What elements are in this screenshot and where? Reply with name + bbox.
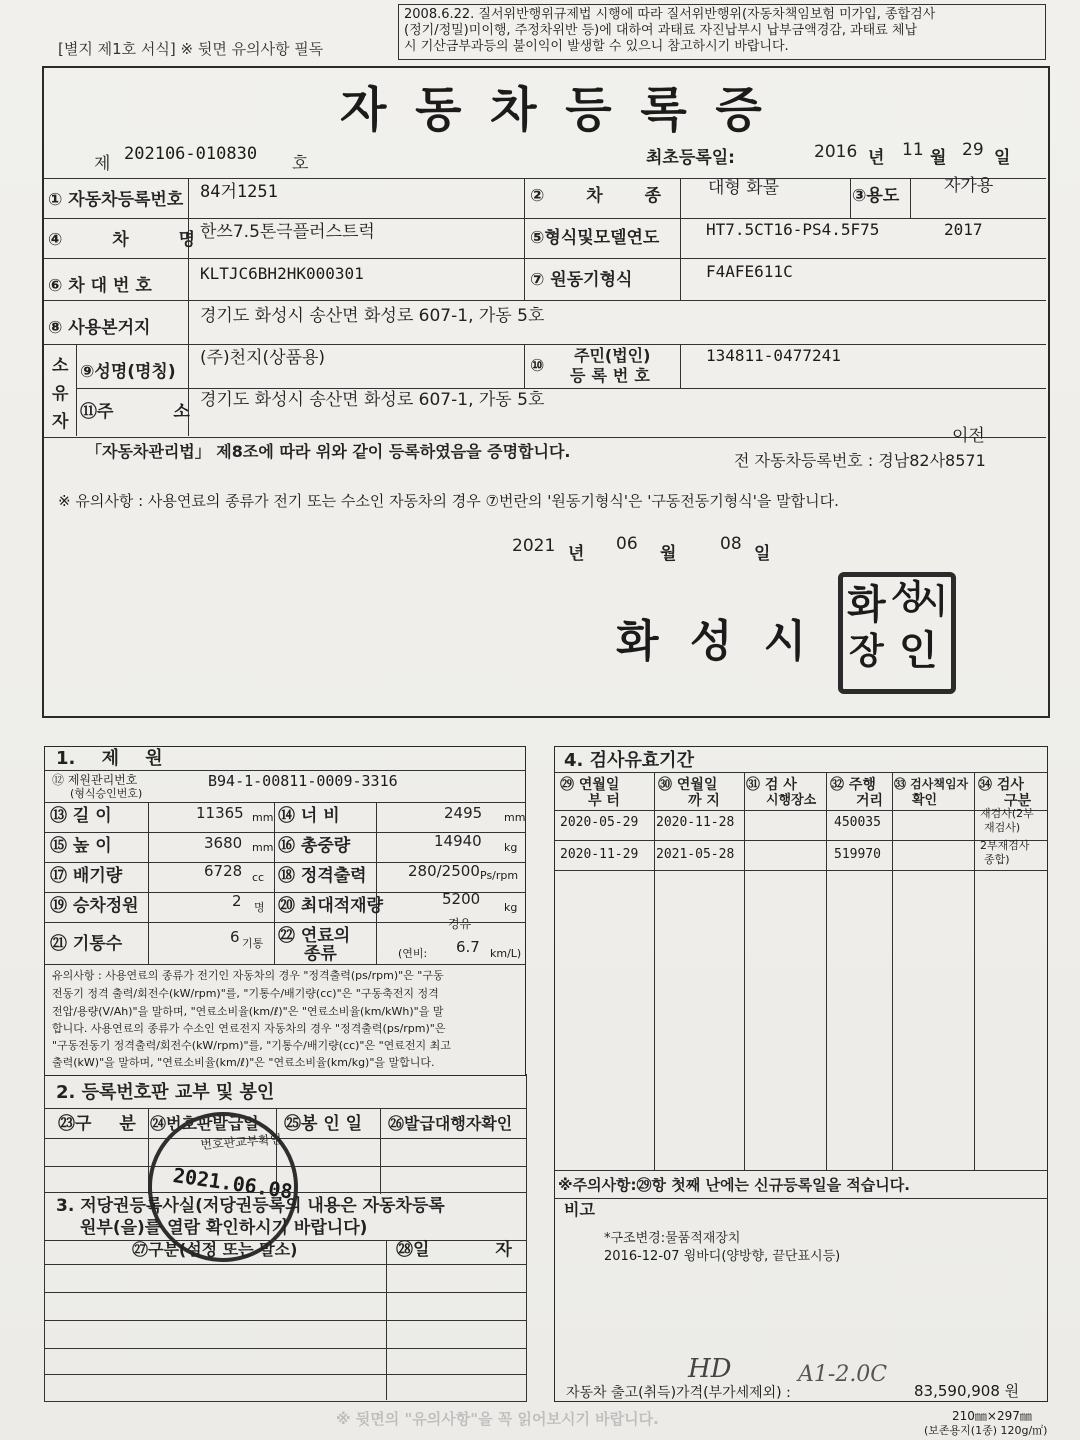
insp-row-1-from: 2020-05-29 bbox=[560, 815, 639, 830]
corp-number-label-1: 주민(법인) bbox=[574, 346, 651, 365]
plate-col-category: ㉓구 분 bbox=[58, 1114, 136, 1134]
official-seal bbox=[838, 572, 956, 694]
insp-col-km-1: ㉜ 주행 bbox=[830, 777, 876, 793]
previous-reg-number: 전 자동차등록번호 : 경남82사8571 bbox=[734, 451, 986, 470]
spec-power-unit: Ps/rpm bbox=[480, 869, 519, 882]
seal-char: 인 bbox=[899, 627, 938, 674]
chassis-label: ⑥ 차 대 번 호 bbox=[48, 276, 152, 296]
spec-fuel-eff-unit: km/L) bbox=[490, 947, 522, 960]
insp-row-2-type-1: 2부재검사 bbox=[980, 839, 1030, 852]
spec-note-line: "구동전동기 정격출력/회전수(kW/rpm)"를, "기통수/배기량(cc)"은 "연료전지 최고 bbox=[52, 1039, 451, 1052]
corp-number-circle: ⑩ bbox=[530, 356, 545, 376]
issue-month: 06 bbox=[616, 534, 638, 554]
base-location-value: 경기도 화성시 송산면 화성로 607-1, 가동 5호 bbox=[200, 306, 545, 326]
notice-line-3: 시 기산금부과등의 불이익이 발생할 수 있으니 참고하시기 바랍니다. bbox=[404, 39, 789, 54]
vehicle-name-value: 한쓰7.5톤극플러스트럭 bbox=[200, 222, 375, 242]
spec-height-unit: mm bbox=[252, 841, 274, 854]
insp-row-1-km: 450035 bbox=[834, 815, 881, 830]
price-value: 83,590,908 원 bbox=[914, 1382, 1020, 1400]
spec-note-line: 전압/용량(V/Ah)"을 말하며, "연료소비율(km/ℓ)"은 "연료소비율(km/kWh)"을 말 bbox=[52, 1005, 444, 1018]
registration-table bbox=[44, 178, 1046, 438]
insp-col-from-2: 부 터 bbox=[588, 793, 620, 809]
spec-width-value: 2495 bbox=[444, 804, 483, 822]
owner-label: 소유자 bbox=[52, 356, 69, 432]
insp-col-to-1: ㉚ 연월일 bbox=[658, 777, 718, 793]
first-reg-month-unit: 월 bbox=[930, 148, 947, 168]
insp-col-place-1: ㉛ 검 사 bbox=[746, 777, 797, 793]
insp-col-confirm-2: 확인 bbox=[912, 793, 938, 808]
spec-power-value: 280/2500 bbox=[408, 862, 480, 880]
spec-mgmt-label-1: ⑫ 제원관리번호 bbox=[52, 773, 138, 787]
insp-col-km-2: 거리 bbox=[856, 793, 884, 809]
issue-year: 2021 bbox=[512, 536, 556, 556]
model-year-value: 2017 bbox=[944, 220, 983, 239]
cert-number: 202106-010830 bbox=[124, 144, 258, 164]
remarks-line-1: *구조변경:물품적재장치 bbox=[604, 1231, 741, 1246]
seal-char: 성 bbox=[891, 578, 924, 618]
mortgage-col-date: ㉘일 자 bbox=[396, 1240, 512, 1260]
insp-col-confirm-1: ㉝ 검사책임자 bbox=[894, 777, 969, 791]
spec-max-load-label: ⑳ 최대적재량 bbox=[278, 896, 384, 916]
cert-prefix: 제 bbox=[94, 154, 111, 174]
handwritten-note-left: HD bbox=[688, 1354, 732, 1384]
insp-col-type-2: 구분 bbox=[1004, 793, 1032, 809]
corp-number-value: 134811-0477241 bbox=[706, 346, 841, 365]
footer-note: ※ 뒷면의 "유의사항"을 꼭 읽어보시기 바랍니다. bbox=[336, 1410, 659, 1428]
spec-length-unit: mm bbox=[252, 811, 274, 824]
plate-heading: 2. 등록번호판 교부 및 봉인 bbox=[56, 1082, 275, 1103]
spec-gross-weight-unit: kg bbox=[504, 841, 518, 854]
spec-mgmt-label-2: (형식승인번호) bbox=[70, 787, 143, 800]
footer-size: 210㎜×297㎜ bbox=[952, 1409, 1032, 1423]
caution-text: ※ 유의사항 : 사용연료의 종류가 전기 또는 수소인 자동차의 경우 ⑦번란의 '원동기형식'은 '구동전동기형식'을 말합니다. bbox=[58, 492, 839, 510]
first-reg-month: 11 bbox=[902, 140, 924, 160]
notice-line-2: (정기/정밀)미이행, 주정차위반 등)에 대하여 과태료 자진납부시 납부금액경감, 과태료 체납 bbox=[404, 23, 918, 38]
spec-seating-label: ⑲ 승차정원 bbox=[50, 896, 139, 916]
spec-displacement-unit: cc bbox=[252, 871, 265, 884]
spec-cylinders-label: ㉑ 기통수 bbox=[50, 934, 123, 954]
spec-max-load-value: 5200 bbox=[442, 890, 481, 908]
mortgage-col-type: ㉗구분(설정 또는 말소) bbox=[132, 1240, 298, 1259]
price-label: 자동차 출고(취득)가격(부가세제외) : bbox=[566, 1385, 791, 1401]
form-label: [별지 제1호 서식] ※ 뒷면 유의사항 필독 bbox=[58, 40, 324, 58]
seal-char: 장 bbox=[849, 630, 884, 672]
insp-col-to-2: 까 지 bbox=[688, 793, 720, 809]
plate-stamp-date: 2021.06.08 bbox=[171, 1163, 295, 1204]
insp-row-2-type-2: 종합) bbox=[984, 853, 1010, 866]
spec-displacement-value: 6728 bbox=[204, 862, 243, 880]
engine-type-label: ⑦ 원동기형식 bbox=[530, 270, 633, 290]
remarks-label: 비고 bbox=[564, 1200, 595, 1219]
first-reg-year: 2016 bbox=[814, 142, 858, 162]
plate-col-agent: ㉖발급대행자확인 bbox=[388, 1114, 513, 1133]
spec-note-line: 전동기 정격 출력/회전수(kW/rpm)"를, "기통수/배기량(cc)"은 "구동축전지 정격 bbox=[52, 987, 439, 1000]
seal-char: 시 bbox=[915, 582, 948, 622]
owner-name-value: (주)천지(상품용) bbox=[200, 348, 326, 368]
insp-row-1-to: 2020-11-28 bbox=[656, 815, 735, 830]
corp-number-label-2: 등록번호 bbox=[570, 366, 656, 385]
spec-note-line: 합니다. 사용연료의 종류가 수소인 연료전지 자동차의 경우 "정격출력(ps/rpm)"은 bbox=[52, 1022, 446, 1035]
base-location-label: ⑧ 사용본거지 bbox=[48, 318, 151, 338]
plate-col-issue-date: ㉔번호판발급일 bbox=[150, 1114, 259, 1133]
use-value: 자가용 bbox=[944, 176, 994, 196]
spec-length-label: ⑬ 길 이 bbox=[50, 806, 112, 826]
vehicle-name-label: ④ 차 명 bbox=[48, 230, 196, 250]
spec-displacement-label: ⑰ 배기량 bbox=[50, 866, 123, 886]
spec-seating-unit: 명 bbox=[254, 901, 265, 914]
vehicle-type-value: 대형 화물 bbox=[708, 178, 780, 198]
issuer-name: 화 성 시 bbox=[616, 616, 815, 667]
issue-year-unit: 년 bbox=[568, 544, 585, 564]
spec-width-unit: mm bbox=[504, 811, 526, 824]
spec-length-value: 11365 bbox=[196, 804, 244, 822]
insp-row-1-type-2: 재검사) bbox=[984, 821, 1021, 834]
seal-char: 화 bbox=[847, 581, 886, 628]
model-year-label: ⑤형식및모델연도 bbox=[530, 228, 660, 248]
spec-max-load-unit: kg bbox=[504, 901, 518, 914]
remarks-line-2: 2016-12-07 윙바디(양방향, 끝단표시등) bbox=[604, 1249, 841, 1264]
insp-row-1-type-1: 재검사(2부 bbox=[980, 807, 1034, 820]
insp-row-2-from: 2020-11-29 bbox=[560, 847, 639, 862]
insp-row-2-km: 519970 bbox=[834, 847, 881, 862]
insp-row-2-to: 2021-05-28 bbox=[656, 847, 735, 862]
engine-type-value: F4AFE611C bbox=[706, 262, 793, 281]
owner-address-value: 경기도 화성시 송산면 화성로 607-1, 가동 5호 bbox=[200, 390, 545, 410]
specs-heading: 1. 제 원 bbox=[56, 748, 163, 769]
owner-name-label: ⑨성명(명칭) bbox=[80, 362, 176, 382]
mortgage-heading-2: 원부(을)를 열람 확인하시기 바랍니다) bbox=[80, 1218, 368, 1238]
spec-fuel-label-1: ㉒ 연료의 bbox=[278, 926, 351, 946]
cert-suffix: 호 bbox=[292, 154, 309, 174]
spec-fuel-eff-value: 6.7 bbox=[456, 938, 480, 956]
notice-line-1: 2008.6.22. 질서위반행위규제법 시행에 따라 질서위반행위(자동차책임보험 미가입, 종합검사 bbox=[404, 7, 936, 22]
issue-month-unit: 월 bbox=[660, 544, 677, 564]
footer-paper: (보존용지(1종) 120g/㎡) bbox=[924, 1424, 1048, 1437]
spec-fuel-label-2: 종류 bbox=[304, 944, 337, 964]
transfer-note: 이전 bbox=[952, 426, 985, 446]
model-value: HT7.5CT16-PS4.5F75 bbox=[706, 220, 880, 239]
plate-stamp-text: 번호판교부확인 bbox=[200, 1132, 282, 1152]
spec-width-label: ⑭ 너 비 bbox=[278, 806, 340, 826]
mortgage-heading-1: 3. 저당권등록사실(저당권등록의 내용은 자동차등록 bbox=[56, 1196, 445, 1216]
owner-address-label: ⑪주 소 bbox=[80, 402, 190, 422]
spec-cylinders-unit: 기통 bbox=[242, 937, 264, 950]
issue-day: 08 bbox=[720, 534, 742, 554]
first-reg-day-unit: 일 bbox=[994, 148, 1011, 168]
spec-height-label: ⑮ 높 이 bbox=[50, 836, 112, 856]
first-reg-label: 최초등록일: bbox=[646, 148, 735, 168]
handwritten-note-right: A1-2.0C bbox=[798, 1362, 888, 1387]
spec-height-value: 3680 bbox=[204, 834, 243, 852]
use-label: ③용도 bbox=[852, 186, 900, 206]
spec-seating-value: 2 bbox=[232, 892, 242, 910]
insp-col-from-1: ㉙ 연월일 bbox=[560, 777, 620, 793]
inspection-attention: ※주의사항:㉙항 첫째 난에는 신규등록일을 적습니다. bbox=[558, 1176, 910, 1194]
spec-cylinders-value: 6 bbox=[230, 928, 240, 946]
spec-note-line: 유의사항 : 사용연료의 종류가 전기인 자동차의 경우 "정격출력(ps/rpm)"은 "구동 bbox=[52, 969, 444, 982]
spec-fuel-eff-label: (연비: bbox=[398, 947, 428, 960]
first-reg-day: 29 bbox=[962, 140, 984, 160]
certify-statement: 「자동차관리법」 제8조에 따라 위와 같이 등록하였음을 증명합니다. bbox=[86, 442, 571, 461]
insp-col-type-1: ㉞ 검사 bbox=[978, 777, 1024, 793]
first-reg-year-unit: 년 bbox=[868, 148, 885, 168]
chassis-value: KLTJC6BH2HK000301 bbox=[200, 264, 364, 283]
vehicle-type-label: ② 차 종 bbox=[530, 186, 662, 206]
reg-number-value: 84거1251 bbox=[200, 182, 278, 202]
spec-note-line: 출력(kW)"을 말하며, "연료소비율(km/ℓ)"은 "연료소비율(km/kg)"을 말합니다. bbox=[52, 1056, 435, 1069]
plate-col-seal-date: ㉕봉 인 일 bbox=[284, 1114, 363, 1134]
spec-fuel-type: 경유 bbox=[448, 917, 472, 931]
page-title: 자 동 차 등 록 증 bbox=[340, 82, 768, 138]
spec-mgmt-value: B94-1-00811-0009-3316 bbox=[208, 772, 398, 790]
spec-gross-weight-label: ⑯ 총중량 bbox=[278, 836, 351, 856]
inspection-heading: 4. 검사유효기간 bbox=[564, 750, 694, 771]
issue-day-unit: 일 bbox=[754, 544, 771, 564]
insp-col-place-2: 시행장소 bbox=[766, 793, 817, 808]
reg-number-label: ① 자동차등록번호 bbox=[48, 190, 184, 210]
spec-power-label: ⑱ 정격출력 bbox=[278, 866, 367, 886]
spec-gross-weight-value: 14940 bbox=[434, 832, 482, 850]
